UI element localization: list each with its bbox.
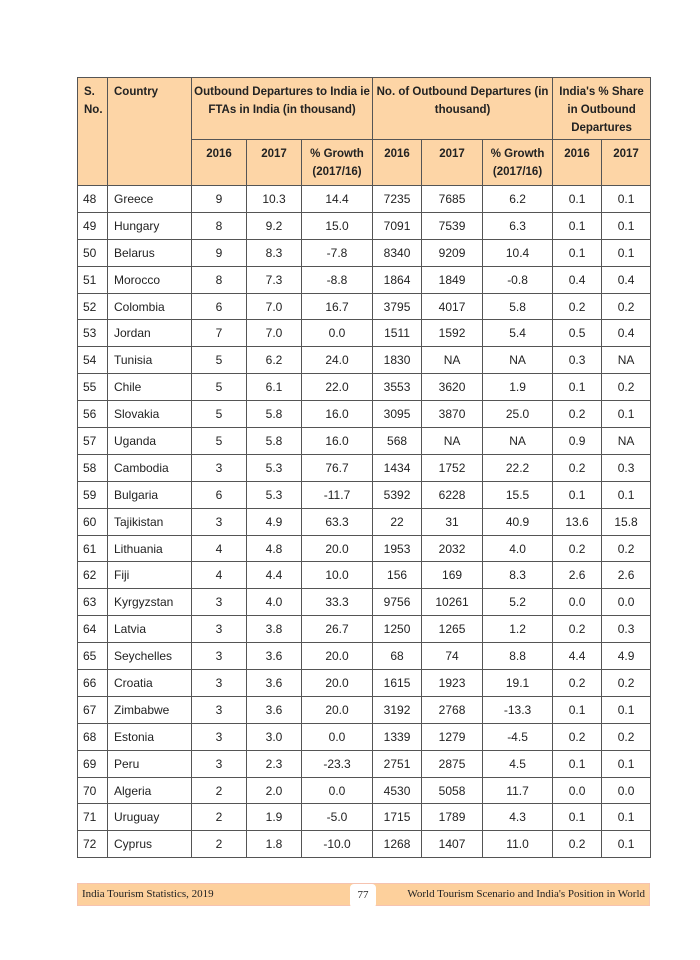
cell-fta-2016: 2 (192, 777, 247, 804)
cell-fta-2016: 3 (192, 454, 247, 481)
cell-share-2017: 0.1 (602, 186, 651, 213)
cell-out-growth: 8.3 (483, 562, 553, 589)
table-row (78, 723, 651, 750)
footer-chapter: World Tourism Scenario and India's Position in World (407, 888, 645, 900)
cell-share-2016: 0.4 (553, 266, 602, 293)
cell-country: Tajikistan (108, 508, 192, 535)
cell-fta-2017: 5.3 (247, 481, 302, 508)
cell-share-2016: 0.2 (553, 616, 602, 643)
cell-fta-2016: 9 (192, 239, 247, 266)
cell-fta-2016: 3 (192, 616, 247, 643)
cell-out-growth: NA (483, 347, 553, 374)
cell-share-2017: 0.2 (602, 374, 651, 401)
cell-out-2016: 1511 (373, 320, 422, 347)
cell-fta-2016: 4 (192, 562, 247, 589)
cell-out-growth: 6.2 (483, 186, 553, 213)
cell-country: Fiji (108, 562, 192, 589)
cell-share-2017: 0.0 (602, 777, 651, 804)
cell-fta-2017: 7.0 (247, 293, 302, 320)
cell-fta-2016: 3 (192, 723, 247, 750)
cell-fta-2017: 1.9 (247, 804, 302, 831)
cell-fta-2017: 9.2 (247, 212, 302, 239)
cell-share-2017: 0.1 (602, 401, 651, 428)
cell-out-2016: 7235 (373, 186, 422, 213)
cell-share-2017: 0.4 (602, 266, 651, 293)
cell-out-2017: 1592 (422, 320, 483, 347)
cell-fta-2016: 4 (192, 535, 247, 562)
cell-fta-2016: 5 (192, 401, 247, 428)
cell-country: Chile (108, 374, 192, 401)
cell-fta-2016: 3 (192, 750, 247, 777)
table-row (78, 670, 651, 697)
cell-share-2016: 0.1 (553, 186, 602, 213)
cell-out-growth: 4.5 (483, 750, 553, 777)
cell-sno: 65 (78, 643, 108, 670)
table-row (78, 428, 651, 455)
header-out-2016: 2016 (373, 140, 422, 186)
cell-out-2016: 1715 (373, 804, 422, 831)
cell-sno: 67 (78, 696, 108, 723)
cell-share-2016: 0.3 (553, 347, 602, 374)
cell-sno: 51 (78, 266, 108, 293)
page-footer (77, 883, 650, 906)
cell-out-2016: 22 (373, 508, 422, 535)
cell-share-2016: 0.1 (553, 212, 602, 239)
cell-share-2017: 15.8 (602, 508, 651, 535)
cell-sno: 56 (78, 401, 108, 428)
cell-country: Croatia (108, 670, 192, 697)
header-share-2016: 2016 (553, 140, 602, 186)
cell-out-2017: 3870 (422, 401, 483, 428)
cell-share-2016: 0.5 (553, 320, 602, 347)
cell-out-2017: 2768 (422, 696, 483, 723)
header-india-share: India's % Share in Outbound Departures (553, 78, 651, 140)
cell-country: Estonia (108, 723, 192, 750)
cell-fta-2017: 3.6 (247, 696, 302, 723)
cell-out-2016: 1250 (373, 616, 422, 643)
cell-country: Colombia (108, 293, 192, 320)
header-sno: S. No. (78, 78, 108, 186)
cell-share-2017: 0.1 (602, 831, 651, 858)
cell-country: Hungary (108, 212, 192, 239)
table-body (78, 186, 651, 858)
cell-out-2017: 1752 (422, 454, 483, 481)
cell-fta-2016: 5 (192, 347, 247, 374)
cell-sno: 52 (78, 293, 108, 320)
table-row (78, 374, 651, 401)
cell-out-growth: 15.5 (483, 481, 553, 508)
header-fta-2017: 2017 (247, 140, 302, 186)
cell-country: Jordan (108, 320, 192, 347)
cell-country: Morocco (108, 266, 192, 293)
cell-sno: 71 (78, 804, 108, 831)
cell-sno: 58 (78, 454, 108, 481)
cell-sno: 49 (78, 212, 108, 239)
table-row (78, 562, 651, 589)
cell-fta-growth: 26.7 (302, 616, 373, 643)
cell-out-growth: 5.4 (483, 320, 553, 347)
cell-fta-growth: -7.8 (302, 239, 373, 266)
cell-share-2017: 0.2 (602, 293, 651, 320)
cell-country: Uruguay (108, 804, 192, 831)
cell-country: Tunisia (108, 347, 192, 374)
cell-fta-2017: 7.0 (247, 320, 302, 347)
cell-sno: 55 (78, 374, 108, 401)
cell-out-2016: 1953 (373, 535, 422, 562)
cell-out-2016: 568 (373, 428, 422, 455)
cell-country: Uganda (108, 428, 192, 455)
cell-fta-growth: 14.4 (302, 186, 373, 213)
cell-share-2016: 0.9 (553, 428, 602, 455)
cell-fta-growth: 33.3 (302, 589, 373, 616)
cell-out-2016: 8340 (373, 239, 422, 266)
cell-share-2016: 0.1 (553, 750, 602, 777)
cell-sno: 70 (78, 777, 108, 804)
header-fta-growth: % Growth (2017/16) (302, 140, 373, 186)
cell-fta-growth: 0.0 (302, 320, 373, 347)
cell-share-2017: 0.1 (602, 212, 651, 239)
cell-fta-2016: 3 (192, 589, 247, 616)
table-row (78, 777, 651, 804)
cell-fta-2017: 4.0 (247, 589, 302, 616)
cell-share-2016: 0.2 (553, 454, 602, 481)
cell-share-2016: 0.2 (553, 723, 602, 750)
table-row (78, 750, 651, 777)
cell-fta-2016: 8 (192, 266, 247, 293)
cell-out-growth: 1.9 (483, 374, 553, 401)
cell-share-2017: 0.2 (602, 723, 651, 750)
cell-out-2016: 3795 (373, 293, 422, 320)
cell-share-2016: 0.0 (553, 777, 602, 804)
header-outbound-departures: No. of Outbound Departures (in thousand) (373, 78, 553, 140)
cell-out-growth: -4.5 (483, 723, 553, 750)
table-row (78, 616, 651, 643)
cell-fta-2017: 7.3 (247, 266, 302, 293)
cell-share-2016: 0.1 (553, 696, 602, 723)
cell-out-2017: NA (422, 428, 483, 455)
table-row (78, 212, 651, 239)
cell-fta-2017: 6.2 (247, 347, 302, 374)
cell-out-2017: 2875 (422, 750, 483, 777)
table-row (78, 186, 651, 213)
cell-fta-2016: 2 (192, 804, 247, 831)
cell-fta-2017: 3.8 (247, 616, 302, 643)
cell-out-2016: 7091 (373, 212, 422, 239)
cell-out-2016: 3192 (373, 696, 422, 723)
table-row (78, 589, 651, 616)
cell-out-2017: 1789 (422, 804, 483, 831)
cell-out-2016: 1864 (373, 266, 422, 293)
cell-country: Algeria (108, 777, 192, 804)
cell-fta-2016: 9 (192, 186, 247, 213)
cell-out-2017: 1923 (422, 670, 483, 697)
cell-fta-2017: 1.8 (247, 831, 302, 858)
cell-fta-growth: 20.0 (302, 643, 373, 670)
cell-out-2017: 4017 (422, 293, 483, 320)
cell-sno: 62 (78, 562, 108, 589)
cell-fta-growth: -5.0 (302, 804, 373, 831)
cell-country: Cambodia (108, 454, 192, 481)
table-row (78, 401, 651, 428)
cell-out-2017: 1265 (422, 616, 483, 643)
cell-fta-2016: 2 (192, 831, 247, 858)
cell-out-growth: -13.3 (483, 696, 553, 723)
cell-fta-2016: 5 (192, 428, 247, 455)
header-share-2017: 2017 (602, 140, 651, 186)
cell-out-growth: 22.2 (483, 454, 553, 481)
cell-country: Lithuania (108, 535, 192, 562)
cell-share-2016: 0.2 (553, 401, 602, 428)
cell-share-2017: 0.1 (602, 804, 651, 831)
cell-fta-growth: 20.0 (302, 535, 373, 562)
cell-fta-growth: 16.0 (302, 428, 373, 455)
cell-fta-2017: 4.9 (247, 508, 302, 535)
header-country: Country (108, 78, 192, 186)
cell-out-growth: 4.0 (483, 535, 553, 562)
cell-fta-2016: 6 (192, 293, 247, 320)
cell-fta-2017: 3.0 (247, 723, 302, 750)
table-row (78, 508, 651, 535)
cell-sno: 60 (78, 508, 108, 535)
cell-out-2017: 1407 (422, 831, 483, 858)
cell-sno: 50 (78, 239, 108, 266)
cell-fta-growth: 22.0 (302, 374, 373, 401)
cell-fta-2016: 3 (192, 508, 247, 535)
cell-fta-growth: 20.0 (302, 696, 373, 723)
cell-out-2016: 1434 (373, 454, 422, 481)
cell-share-2016: 0.2 (553, 670, 602, 697)
cell-fta-2016: 5 (192, 374, 247, 401)
cell-out-2016: 1830 (373, 347, 422, 374)
cell-share-2017: 0.1 (602, 696, 651, 723)
cell-share-2017: 0.3 (602, 616, 651, 643)
cell-out-2016: 1339 (373, 723, 422, 750)
cell-out-growth: 5.2 (483, 589, 553, 616)
cell-share-2017: 0.0 (602, 589, 651, 616)
cell-out-2016: 68 (373, 643, 422, 670)
cell-fta-2016: 3 (192, 670, 247, 697)
header-out-2017: 2017 (422, 140, 483, 186)
cell-fta-2017: 3.6 (247, 643, 302, 670)
cell-fta-growth: 15.0 (302, 212, 373, 239)
cell-share-2017: 4.9 (602, 643, 651, 670)
table-row (78, 293, 651, 320)
cell-out-2017: 10261 (422, 589, 483, 616)
cell-fta-growth: 24.0 (302, 347, 373, 374)
cell-sno: 53 (78, 320, 108, 347)
cell-sno: 64 (78, 616, 108, 643)
cell-fta-2016: 3 (192, 643, 247, 670)
cell-out-2016: 156 (373, 562, 422, 589)
cell-out-growth: 11.7 (483, 777, 553, 804)
cell-fta-2016: 6 (192, 481, 247, 508)
cell-sno: 48 (78, 186, 108, 213)
cell-fta-2017: 2.3 (247, 750, 302, 777)
cell-country: Latvia (108, 616, 192, 643)
cell-share-2016: 0.1 (553, 374, 602, 401)
table-row (78, 481, 651, 508)
cell-share-2016: 0.2 (553, 535, 602, 562)
cell-country: Bulgaria (108, 481, 192, 508)
cell-fta-growth: -10.0 (302, 831, 373, 858)
outbound-departures-table (77, 77, 651, 858)
cell-share-2016: 0.1 (553, 239, 602, 266)
table-row (78, 454, 651, 481)
cell-out-2017: 169 (422, 562, 483, 589)
cell-sno: 66 (78, 670, 108, 697)
cell-fta-2017: 10.3 (247, 186, 302, 213)
cell-fta-2016: 8 (192, 212, 247, 239)
cell-fta-growth: -8.8 (302, 266, 373, 293)
cell-fta-2017: 5.8 (247, 428, 302, 455)
cell-fta-2016: 3 (192, 696, 247, 723)
cell-out-2016: 5392 (373, 481, 422, 508)
cell-out-2016: 3553 (373, 374, 422, 401)
cell-out-2016: 3095 (373, 401, 422, 428)
table-row (78, 239, 651, 266)
cell-sno: 61 (78, 535, 108, 562)
cell-out-growth: 40.9 (483, 508, 553, 535)
cell-out-growth: 8.8 (483, 643, 553, 670)
cell-fta-2017: 6.1 (247, 374, 302, 401)
cell-out-growth: -0.8 (483, 266, 553, 293)
cell-out-2017: 1279 (422, 723, 483, 750)
table-row (78, 804, 651, 831)
table-row (78, 535, 651, 562)
cell-share-2016: 0.2 (553, 831, 602, 858)
cell-out-growth: 1.2 (483, 616, 553, 643)
cell-share-2016: 0.1 (553, 804, 602, 831)
cell-out-2017: 3620 (422, 374, 483, 401)
cell-out-2017: 7685 (422, 186, 483, 213)
table-row (78, 696, 651, 723)
header-fta-2016: 2016 (192, 140, 247, 186)
cell-share-2017: 0.2 (602, 535, 651, 562)
cell-fta-growth: 0.0 (302, 777, 373, 804)
cell-share-2017: 0.2 (602, 670, 651, 697)
cell-share-2017: 0.1 (602, 481, 651, 508)
cell-country: Cyprus (108, 831, 192, 858)
cell-out-2017: 2032 (422, 535, 483, 562)
cell-sno: 57 (78, 428, 108, 455)
cell-fta-growth: -23.3 (302, 750, 373, 777)
cell-out-2016: 9756 (373, 589, 422, 616)
cell-country: Kyrgyzstan (108, 589, 192, 616)
cell-fta-growth: 16.0 (302, 401, 373, 428)
cell-fta-2017: 5.3 (247, 454, 302, 481)
cell-fta-2017: 2.0 (247, 777, 302, 804)
cell-share-2017: 2.6 (602, 562, 651, 589)
cell-fta-2017: 8.3 (247, 239, 302, 266)
cell-sno: 63 (78, 589, 108, 616)
cell-fta-2017: 4.8 (247, 535, 302, 562)
cell-share-2016: 4.4 (553, 643, 602, 670)
cell-share-2017: 0.4 (602, 320, 651, 347)
cell-share-2016: 2.6 (553, 562, 602, 589)
cell-country: Slovakia (108, 401, 192, 428)
cell-out-growth: 6.3 (483, 212, 553, 239)
cell-out-2017: NA (422, 347, 483, 374)
cell-out-2017: 74 (422, 643, 483, 670)
header-out-growth: % Growth (2017/16) (483, 140, 553, 186)
cell-out-growth: 25.0 (483, 401, 553, 428)
cell-out-growth: 10.4 (483, 239, 553, 266)
cell-fta-2017: 5.8 (247, 401, 302, 428)
cell-out-2017: 6228 (422, 481, 483, 508)
cell-sno: 69 (78, 750, 108, 777)
cell-sno: 72 (78, 831, 108, 858)
page-number: 77 (350, 884, 376, 908)
cell-sno: 59 (78, 481, 108, 508)
cell-fta-2017: 3.6 (247, 670, 302, 697)
cell-share-2017: 0.1 (602, 750, 651, 777)
cell-sno: 68 (78, 723, 108, 750)
cell-share-2016: 13.6 (553, 508, 602, 535)
cell-country: Belarus (108, 239, 192, 266)
cell-country: Seychelles (108, 643, 192, 670)
cell-fta-2016: 7 (192, 320, 247, 347)
cell-out-growth: 11.0 (483, 831, 553, 858)
table-row (78, 347, 651, 374)
table-row (78, 643, 651, 670)
cell-fta-growth: -11.7 (302, 481, 373, 508)
cell-country: Zimbabwe (108, 696, 192, 723)
header-fta-india: Outbound Departures to India ie FTAs in India (in thousand) (192, 78, 373, 140)
cell-share-2016: 0.2 (553, 293, 602, 320)
cell-out-growth: 4.3 (483, 804, 553, 831)
cell-out-2016: 2751 (373, 750, 422, 777)
cell-out-growth: 5.8 (483, 293, 553, 320)
cell-share-2016: 0.1 (553, 481, 602, 508)
cell-country: Peru (108, 750, 192, 777)
cell-country: Greece (108, 186, 192, 213)
table-row (78, 266, 651, 293)
cell-fta-growth: 76.7 (302, 454, 373, 481)
cell-out-2016: 4530 (373, 777, 422, 804)
cell-fta-growth: 16.7 (302, 293, 373, 320)
table-row (78, 320, 651, 347)
cell-out-growth: 19.1 (483, 670, 553, 697)
table-row (78, 831, 651, 858)
cell-out-2016: 1268 (373, 831, 422, 858)
cell-fta-growth: 0.0 (302, 723, 373, 750)
cell-share-2017: 0.1 (602, 239, 651, 266)
cell-fta-growth: 10.0 (302, 562, 373, 589)
cell-out-2017: 5058 (422, 777, 483, 804)
cell-share-2017: NA (602, 428, 651, 455)
cell-share-2016: 0.0 (553, 589, 602, 616)
cell-share-2017: NA (602, 347, 651, 374)
cell-out-2017: 31 (422, 508, 483, 535)
cell-out-2017: 7539 (422, 212, 483, 239)
cell-out-growth: NA (483, 428, 553, 455)
cell-sno: 54 (78, 347, 108, 374)
cell-out-2017: 9209 (422, 239, 483, 266)
cell-fta-2017: 4.4 (247, 562, 302, 589)
footer-publication: India Tourism Statistics, 2019 (82, 888, 214, 900)
cell-fta-growth: 20.0 (302, 670, 373, 697)
cell-fta-growth: 63.3 (302, 508, 373, 535)
cell-out-2016: 1615 (373, 670, 422, 697)
cell-out-2017: 1849 (422, 266, 483, 293)
cell-share-2017: 0.3 (602, 454, 651, 481)
